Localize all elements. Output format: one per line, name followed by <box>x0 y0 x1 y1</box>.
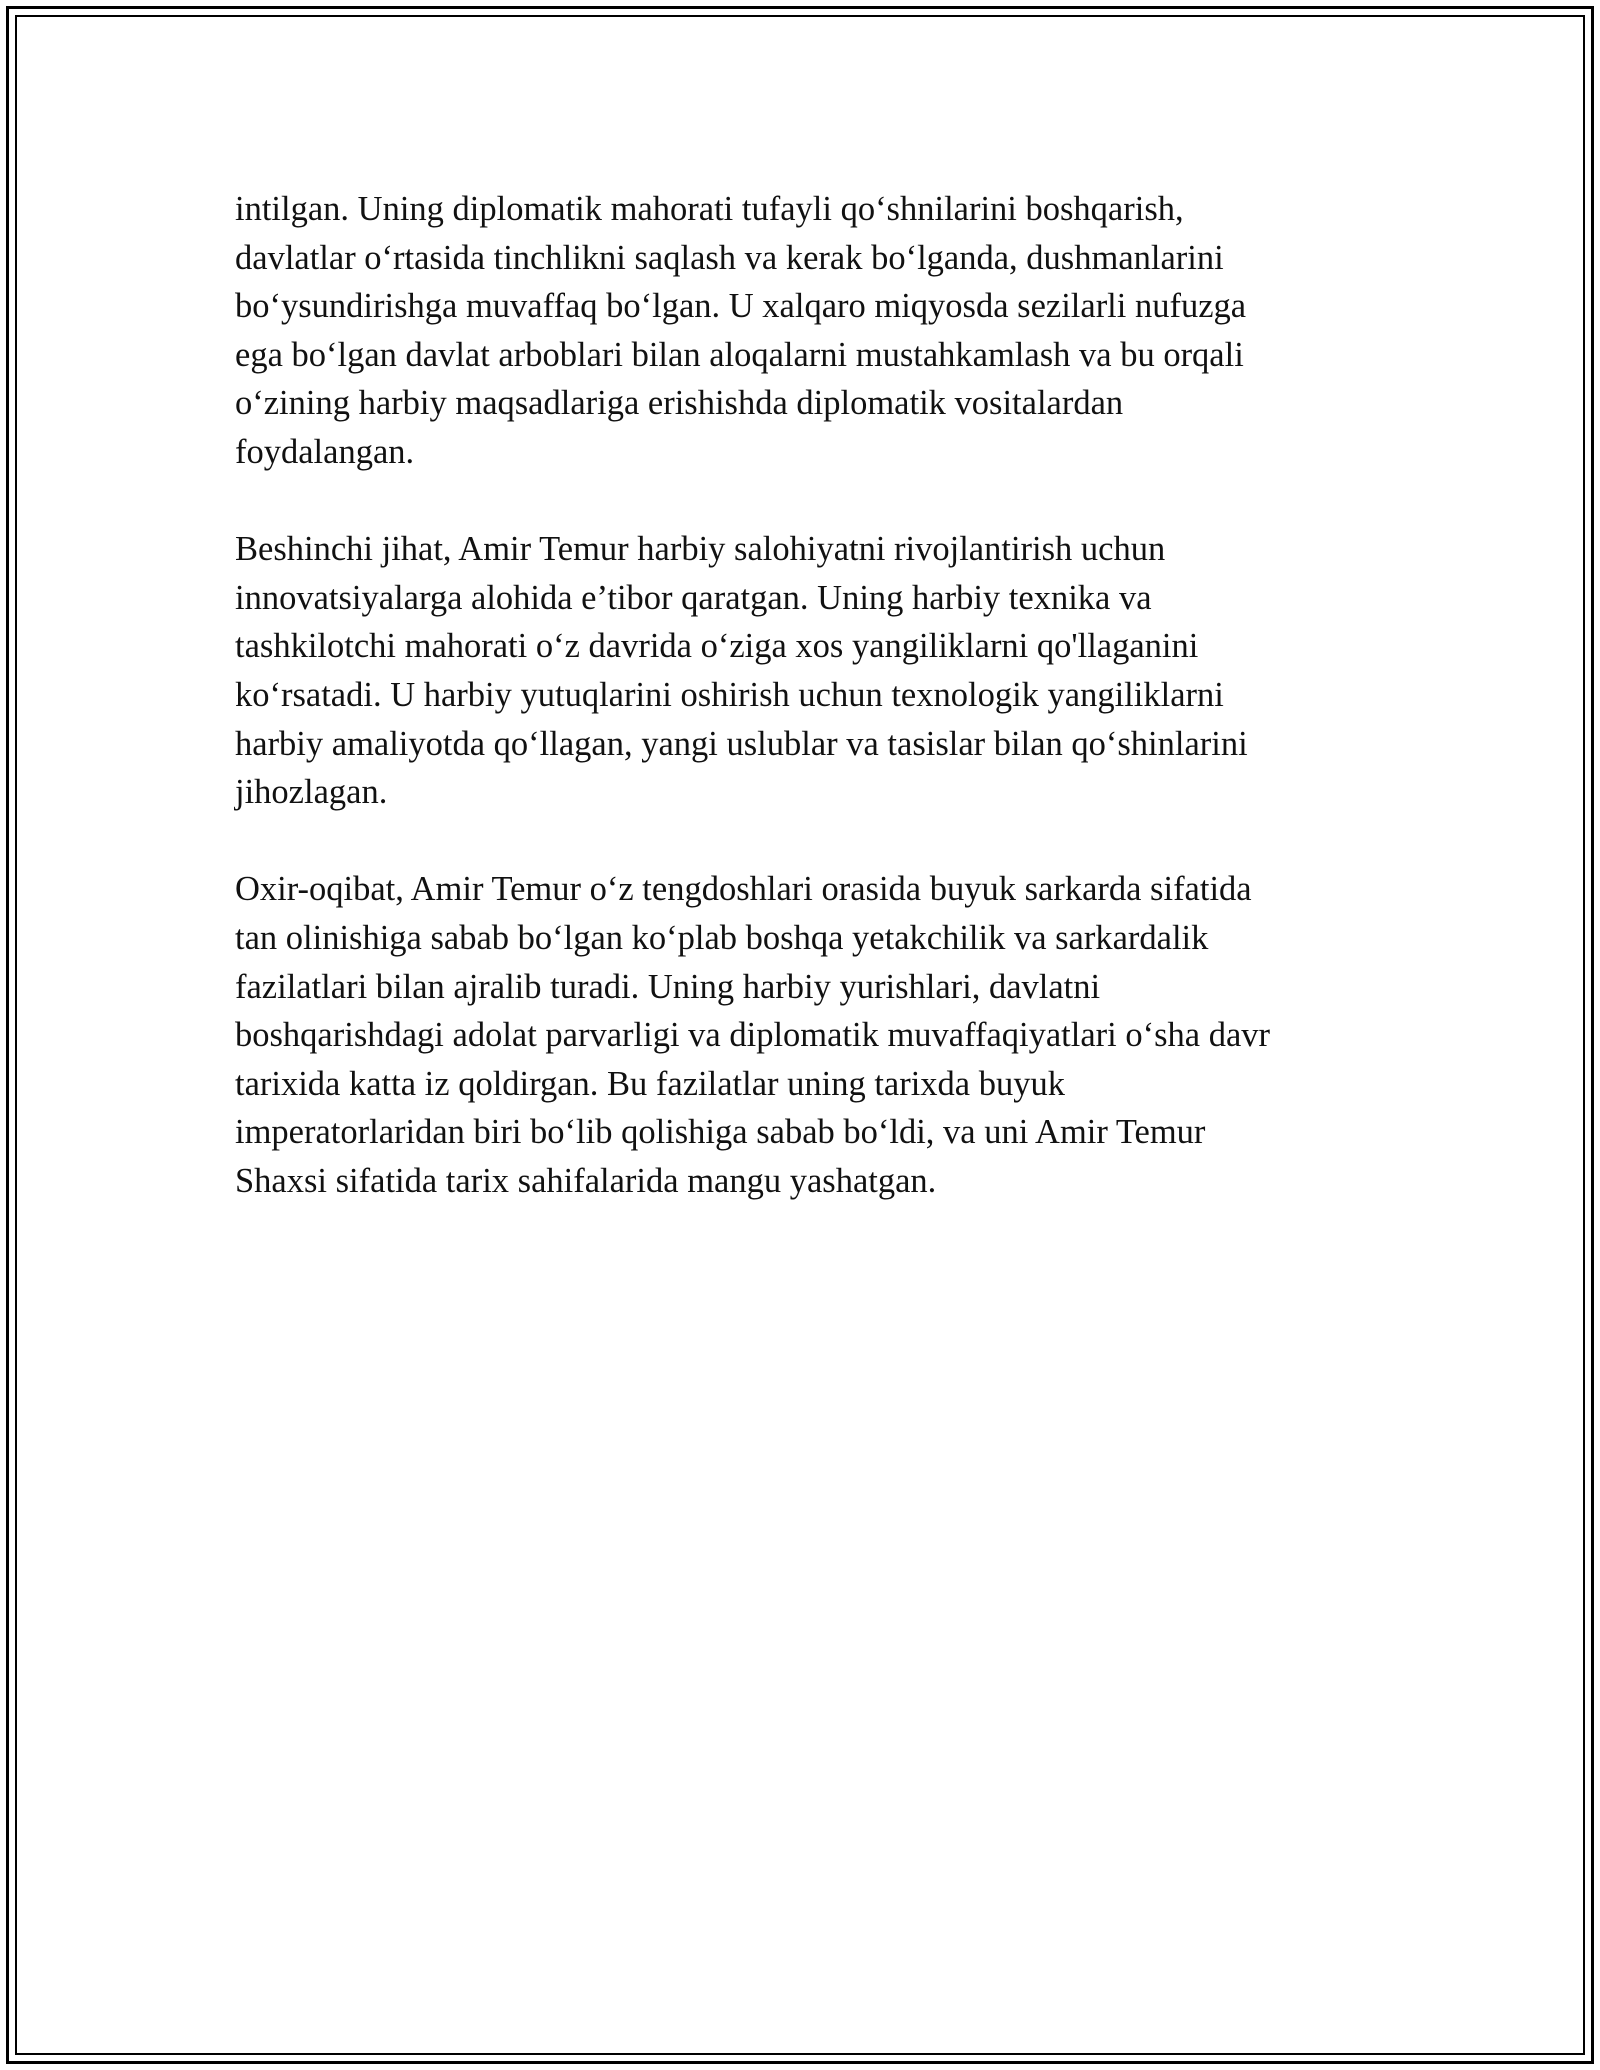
paragraph-innovation <box>235 525 1355 817</box>
text-line: intilgan. Uning diplomatik mahorati tufayli qo‘shnilarini boshqarish, <box>235 190 1184 228</box>
text-line: Shaxsi sifatida tarix sahifalarida mangu yashatgan. <box>235 1161 937 1200</box>
text-line: innovatsiyalarga alohida e’tibor qaratgan. Uning harbiy texnika va <box>235 578 1152 617</box>
text-line: boshqarishdagi adolat parvarligi va diplomatik muvaffaqiyatlari o‘sha davr <box>235 1016 1271 1055</box>
text-line: foydalangan. <box>235 432 415 471</box>
document-body <box>235 185 1355 1254</box>
text-line: fazilatlari bilan ajralib turadi. Uning harbiy yurishlari, davlatni <box>235 967 1101 1006</box>
text-line: imperatorlaridan biri bo‘lib qolishiga sabab bo‘ldi, va uni Amir Temur <box>235 1113 1206 1152</box>
text-line: harbiy amaliyotda qo‘llagan, yangi uslublar va tasislar bilan qo‘shinlarini <box>235 724 1248 763</box>
text-line: ega bo‘lgan davlat arboblari bilan aloqalarni mustahkamlash va bu orqali <box>235 335 1244 374</box>
text-line: Oxir-oqibat, Amir Temur o‘z tengdoshlari orasida buyuk sarkarda sifatida <box>235 870 1252 909</box>
text-line: ko‘rsatadi. U harbiy yutuqlarini oshirish uchun texnologik yangiliklarni <box>235 675 1224 714</box>
text-line: jihozlagan. <box>235 773 388 812</box>
text-line: Beshinchi jihat, Amir Temur harbiy salohiyatni rivojlantirish uchun <box>235 530 1166 569</box>
text-line: tarixida katta iz qoldirgan. Bu fazilatlar uning tarixda buyuk <box>235 1064 1065 1103</box>
paragraph-conclusion <box>235 865 1355 1205</box>
text-line: davlatlar o‘rtasida tinchlikni saqlash va kerak bo‘lganda, dushmanlarini <box>235 238 1224 277</box>
text-line: bo‘ysundirishga muvaffaq bo‘lgan. U xalqaro miqyosda sezilarli nufuzga <box>235 287 1247 326</box>
text-line: tashkilotchi mahorati o‘z davrida o‘ziga xos yangiliklarni qo'llaganini <box>235 627 1199 666</box>
paragraph-diplomacy <box>235 185 1355 477</box>
text-line: o‘zining harbiy maqsadlariga erishishda diplomatik vositalardan <box>235 384 1124 423</box>
text-line: tan olinishiga sabab bo‘lgan ko‘plab boshqa yetakchilik va sarkardalik <box>235 918 1209 957</box>
